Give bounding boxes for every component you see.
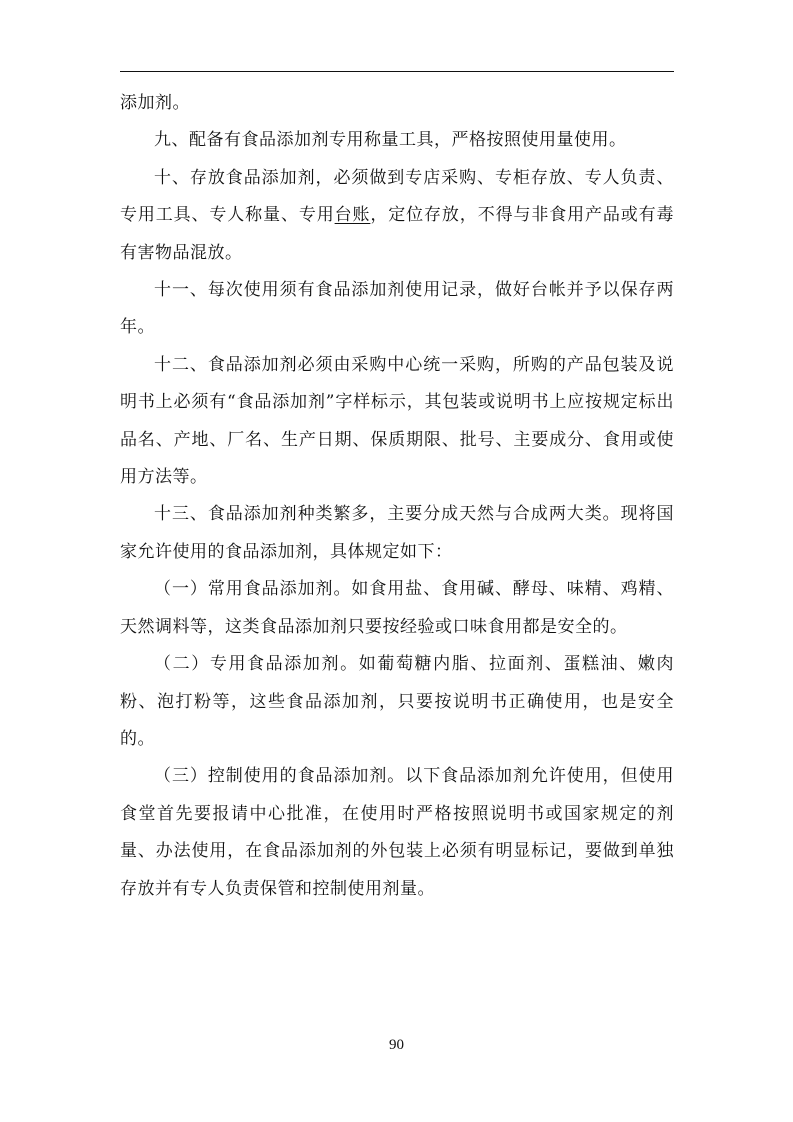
- page-number: 90: [389, 1037, 404, 1053]
- paragraph-sub-3: （三）控制使用的食品添加剂。以下食品添加剂允许使用，但使用食堂首先要报请中心批准，在使用时严格按照说明书或国家规定的剂量、办法使用，在食品添加剂的外包装上必须有明显标记，要做到单独存放并有专人负责保管和控制使用剂量。: [120, 766, 674, 899]
- paragraph-item-10-text-after: ，定位存放，不得与非食用产品或有毒有害物品混放。: [120, 205, 675, 263]
- paragraph-sub-1: （一）常用食品添加剂。如食用盐、食用碱、酵母、味精、鸡精、天然调料等，这类食品添加剂只要按经验或口味食用都是安全的。: [120, 579, 674, 637]
- document-body: [120, 85, 674, 908]
- paragraph-item-12: 十二、食品添加剂必须由采购中心统一采购，所购的产品包装及说明书上必须有“食品添加剂”字样标示，其包装或说明书上应按规定标出品名、产地、厂名、生产日期、保质期限、批号、主要成分、食用或使用方法等。: [120, 354, 674, 488]
- paragraph-item-10: [120, 160, 674, 272]
- paragraph-item-10-text-before: 十、存放食品添加剂，必须做到专店采购、专柜存放、专人负责、专用工具、专人称量、专用: [120, 167, 674, 226]
- header-rule: [120, 71, 674, 72]
- paragraph-item-9: 九、配备有食品添加剂专用称量工具，严格按照使用量使用。: [154, 130, 627, 151]
- paragraph-item-13: 十三、食品添加剂种类繁多，主要分成天然与合成两大类。现将国家允许使用的食品添加剂，具体规定如下：: [120, 504, 674, 562]
- paragraph-continuation: 添加剂。: [120, 93, 190, 113]
- paragraph-sub-2: （二）专用食品添加剂。如葡萄糖内脂、拉面剂、蛋糕油、嫩肉粉、泡打粉等，这些食品添加剂，只要按说明书正确使用，也是安全的。: [120, 654, 674, 749]
- paragraph-item-11: 十一、每次使用须有食品添加剂使用记录，做好台帐并予以保存两年。: [120, 280, 674, 338]
- underlined-term: 台账: [334, 205, 371, 226]
